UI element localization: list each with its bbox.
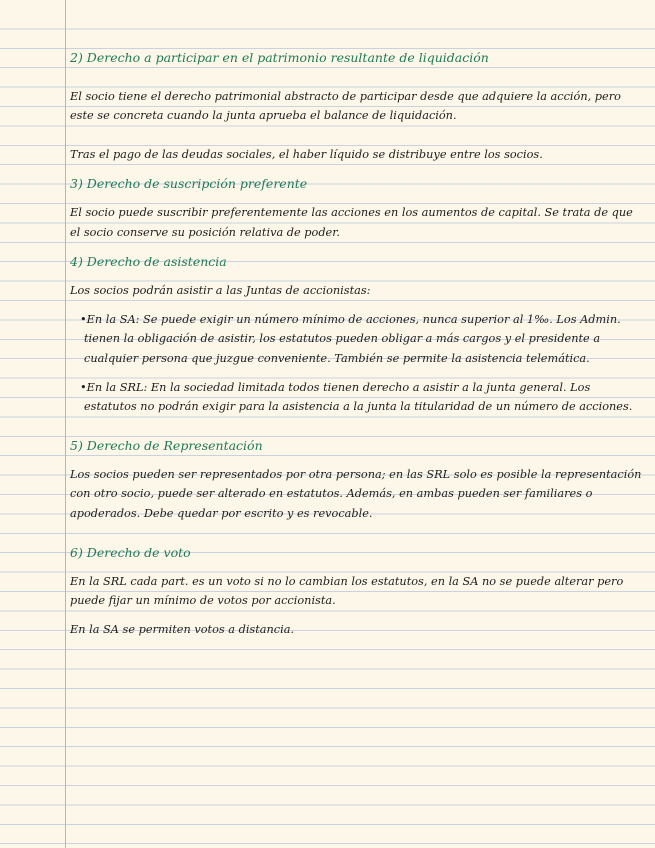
paragraph-suscripcion: El socio puede suscribir preferentemente las acciones en los aumentos de capital. Se trata de que el socio conserve su posición relativa de poder. — [70, 206, 633, 239]
bullet-asistencia-sa: •En la SA: Se puede exigir un número mínimo de acciones, nunca superior al 1‰. Los Admin. tienen la obligación de asistir, los estatutos pueden obligar a más cargos y el presidente a cualquier persona que juzgue conveniente. También se permite la asistencia telemática. — [80, 312, 621, 365]
section-heading-asistencia: 4) Derecho de asistencia — [70, 253, 227, 269]
paragraph-representacion: Los socios pueden ser representados por otra persona; en las SRL solo es posible la representación con otro socio, puede ser alterado en estatutos. Además, en ambas pueden ser familiares o apoderados. Debe quedar por escrito y es revocable. — [70, 468, 642, 520]
margin-line — [65, 0, 66, 848]
notes-content — [70, 48, 642, 640]
section-heading-liquidacion: 2) Derecho a participar en el patrimonio resultante de liquidación — [70, 50, 489, 65]
paragraph-voto-2: En la SA se permiten votos a distancia. — [70, 623, 295, 637]
paragraph-asistencia: Los socios podrán asistir a las Juntas de accionistas: — [70, 283, 371, 297]
paragraph-liquidacion-1: El socio tiene el derecho patrimonial abstracto de participar desde que adquiere la acción, pero este se concreta cuando la junta aprueba el balance de liquidación. — [70, 89, 621, 123]
section-heading-suscripcion: 3) Derecho de suscripción preferente — [70, 176, 308, 192]
paragraph-liquidacion-2: Tras el pago de las deudas sociales, el haber líquido se distribuye entre los socios. — [70, 147, 543, 161]
section-heading-voto: 6) Derecho de voto — [70, 544, 191, 560]
bullet-asistencia-srl: •En la SRL: En la sociedad limitada todos tienen derecho a asistir a la junta general. Los estatutos no podrán exigir para la asistencia a la junta la titularidad de un número de acciones. — [80, 380, 633, 414]
section-heading-representacion: 5) Derecho de Representación — [70, 437, 263, 453]
paragraph-voto-1: En la SRL cada part. es un voto si no lo cambian los estatutos, en la SA no se puede alterar pero puede fijar un mínimo de votos por accionista. — [70, 574, 624, 608]
